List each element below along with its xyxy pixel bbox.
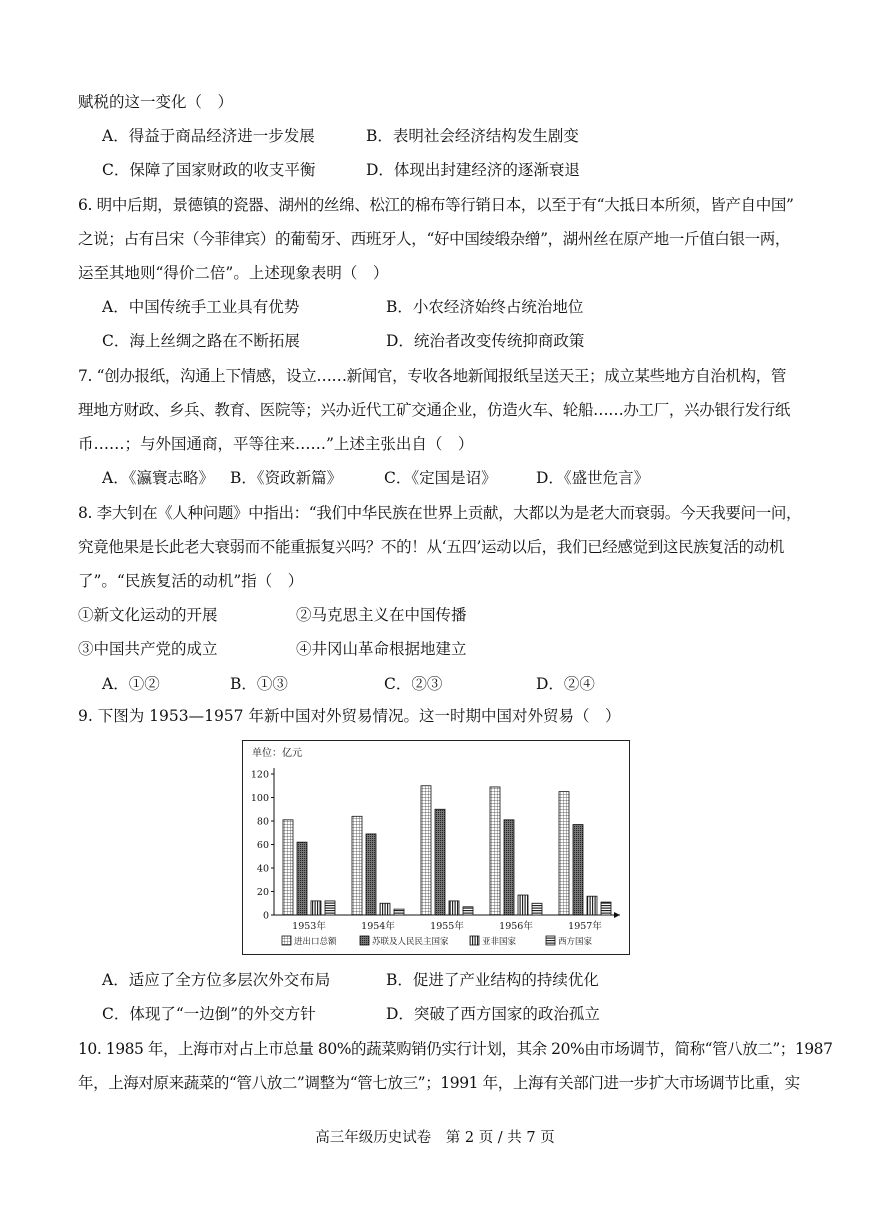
- x-tick-label: 1955年: [430, 921, 464, 932]
- q6-line-2: 之说；占有吕宋（今菲律宾）的葡萄牙、西班牙人，“好中国绫缎杂缯”，湖州丝在原产地一斤值白银一两，: [78, 230, 791, 248]
- q5-option-d: D．体现出封建经济的逐渐衰退: [366, 161, 580, 179]
- q6-option-b: B．小农经济始终占统治地位: [386, 298, 584, 316]
- legend-swatch: [360, 936, 369, 945]
- bar-3-2: [518, 895, 528, 915]
- q6-line-3: 运至其地则“得价二倍”。上述现象表明（ ）: [78, 264, 389, 282]
- bar-1-3: [394, 909, 404, 915]
- q8-option-b: B．①③: [230, 675, 288, 693]
- bar-4-1: [573, 825, 583, 915]
- bar-2-0: [421, 786, 431, 915]
- chart-svg: [242, 740, 630, 955]
- x-tick-label: 1954年: [361, 921, 395, 932]
- bar-0-1: [297, 842, 307, 915]
- q8-item-4: ④井冈山革命根据地建立: [296, 640, 467, 658]
- bar-1-2: [380, 903, 390, 915]
- q8-item-3: ③中国共产党的成立: [78, 640, 218, 658]
- trade-bar-chart: [242, 740, 630, 955]
- y-tick-label: 20: [256, 887, 269, 898]
- bar-0-0: [283, 820, 293, 915]
- y-tick-label: 60: [256, 840, 269, 851]
- legend-label: 苏联及人民民主国家: [372, 937, 449, 947]
- q6-option-d: D．统治者改变传统抑商政策: [386, 332, 585, 350]
- bar-2-1: [435, 809, 445, 915]
- q10-line-2: 年，上海对原来蔬菜的“管八放二”调整为“管七放三”；1991 年，上海有关部门进一步扩大市场调节比重，实: [78, 1074, 800, 1092]
- bar-4-3: [601, 902, 611, 915]
- q8-option-c: C．②③: [384, 675, 443, 693]
- q8-option-d: D．②④: [536, 675, 595, 693]
- bar-1-0: [352, 816, 362, 915]
- q6-option-c: C．海上丝绸之路在不断拓展: [102, 332, 300, 350]
- bar-3-0: [490, 787, 500, 915]
- y-tick-label: 120: [250, 769, 269, 781]
- bar-0-2: [311, 901, 321, 915]
- q8-option-a: A．①②: [102, 675, 160, 693]
- q9-stem: 9. 下图为 1953—1957 年新中国对外贸易情况。这一时期中国对外贸易（ ）: [78, 707, 621, 725]
- q8-item-2: ②马克思主义在中国传播: [296, 606, 467, 624]
- y-tick-label: 100: [250, 793, 269, 804]
- q8-line-3: 了”。“民族复活的动机”指（ ）: [78, 572, 304, 590]
- y-tick-label: 0: [262, 910, 269, 922]
- q10-line-1: 10. 1985 年，上海市对占上市总量 80%的蔬菜购销仍实行计划，其余 20%由市场调节，简称“管八放二”；1987: [78, 1040, 833, 1058]
- bar-4-0: [559, 792, 569, 915]
- chart-unit-label: 单位：亿元: [252, 748, 302, 759]
- q7-line-3: 币……；与外国通商，平等往来……”上述主张出自（ ）: [78, 435, 474, 453]
- q8-line-2: 究竟他果是长此老大衰弱而不能重振复兴吗？不的！从‘五四’运动以后，我们已经感觉到这民族复活的动机: [78, 538, 785, 556]
- q7-line-1: 7. “创办报纸，沟通上下情感，设立……新闻官，专收各地新闻报纸呈送天王；成立某些地方自治机构，管: [78, 367, 786, 385]
- bar-4-2: [587, 896, 597, 915]
- q5-option-c: C．保障了国家财政的收支平衡: [102, 161, 316, 179]
- q5-stem-tail: 赋税的这一变化（ ）: [78, 93, 234, 111]
- q8-item-1: ①新文化运动的开展: [78, 606, 218, 624]
- bar-1-1: [366, 834, 376, 915]
- legend-swatch: [282, 936, 291, 945]
- q7-line-2: 理地方财政、乡兵、教育、医院等；兴办近代工矿交通企业，仿造火车、轮船……办工厂，兴办银行发行纸: [78, 401, 791, 419]
- y-tick-label: 80: [256, 816, 269, 828]
- bar-3-3: [532, 903, 542, 915]
- q7-option-b: B．《资政新篇》: [230, 469, 343, 487]
- x-tick-label: 1957年: [568, 921, 602, 932]
- q7-option-d: D．《盛世危言》: [536, 469, 650, 487]
- q5-option-b: B．表明社会经济结构发生剧变: [366, 127, 579, 145]
- q5-option-a: A．得益于商品经济进一步发展: [102, 127, 315, 145]
- legend-swatch: [546, 936, 555, 945]
- q9-option-a: A．适应了全方位多层次外交布局: [102, 971, 331, 989]
- q7-option-a: A．《瀛寰志略》: [102, 469, 214, 487]
- q9-option-c: C．体现了“一边倒”的外交方针: [102, 1005, 316, 1023]
- bar-2-2: [449, 901, 459, 915]
- bar-3-1: [504, 820, 514, 915]
- x-tick-label: 1953年: [292, 921, 326, 932]
- chart-legend: [282, 936, 593, 947]
- legend-label: 西方国家: [558, 937, 593, 947]
- q6-line-1: 6. 明中后期，景德镇的瓷器、湖州的丝绵、松江的棉布等行销日本，以至于有“大抵日本所须，皆产自中国”: [78, 196, 794, 214]
- q9-option-b: B．促进了产业结构的持续优化: [386, 971, 599, 989]
- q6-option-a: A．中国传统手工业具有优势: [102, 298, 300, 316]
- bar-0-3: [325, 901, 335, 915]
- legend-swatch: [470, 936, 479, 945]
- page-footer: 高三年级历史试卷 第 2 页 / 共 7 页: [315, 1130, 555, 1146]
- legend-label: 进出口总额: [294, 937, 337, 947]
- q8-line-1: 8. 李大钊在《人种问题》中指出：“我们中华民族在世界上贡献，大都以为是老大而衰弱。今天我要问一问，: [78, 504, 802, 522]
- q7-option-c: C．《定国是诏》: [384, 469, 497, 487]
- x-tick-label: 1956年: [499, 921, 533, 932]
- y-tick-label: 40: [256, 863, 269, 875]
- bar-2-3: [463, 907, 473, 915]
- q9-option-d: D．突破了西方国家的政治孤立: [386, 1005, 600, 1023]
- legend-label: 亚非国家: [482, 937, 517, 947]
